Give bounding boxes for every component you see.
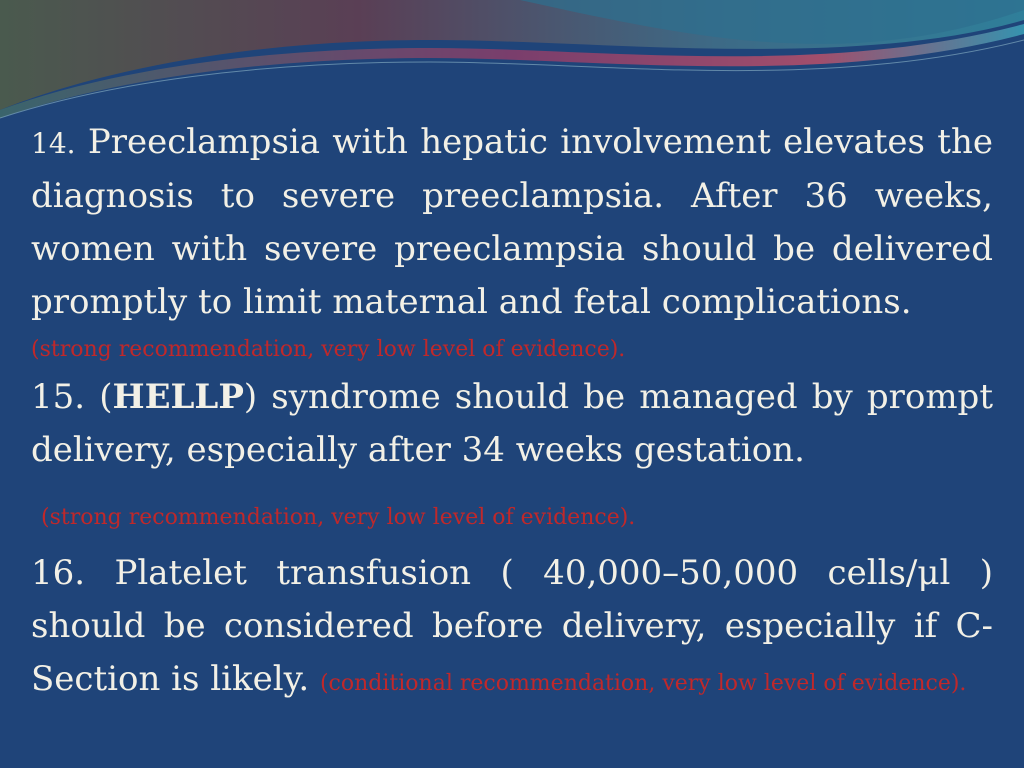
item-text: syndrome should be managed by prompt delivery, especially after 34 weeks gestation. [31,377,993,470]
recommendation-16 [31,547,993,706]
recommendation-15: 15. (HELLP) syndrome should be managed by prompt delivery, especially after 34 weeks gestation. [31,377,993,470]
recommendation-14 [31,116,993,329]
item-number: 16. [31,553,86,593]
hellp-term: HELLP [112,377,244,417]
evidence-note-16: (conditional recommendation, very low level of evidence). [319,671,967,696]
item-text: Platelet transfusion ( 40,000–50,000 cells/μl ) should be considered before delivery, especially if C-Section is likely. [31,553,993,699]
item-text: Preeclampsia with hepatic involvement elevates the diagnosis to severe preeclampsia. After 36 weeks, women with severe preeclampsia should be delivered promptly to limit maternal and fetal complications. [31,122,993,322]
item-number: 14. [31,127,76,160]
evidence-note-14: (strong recommendation, very low level of evidence). [31,337,626,362]
evidence-note-15: (strong recommendation, very low level of evidence). [41,505,636,530]
recommendations-list [31,116,993,706]
item-number: 15. [31,377,86,417]
